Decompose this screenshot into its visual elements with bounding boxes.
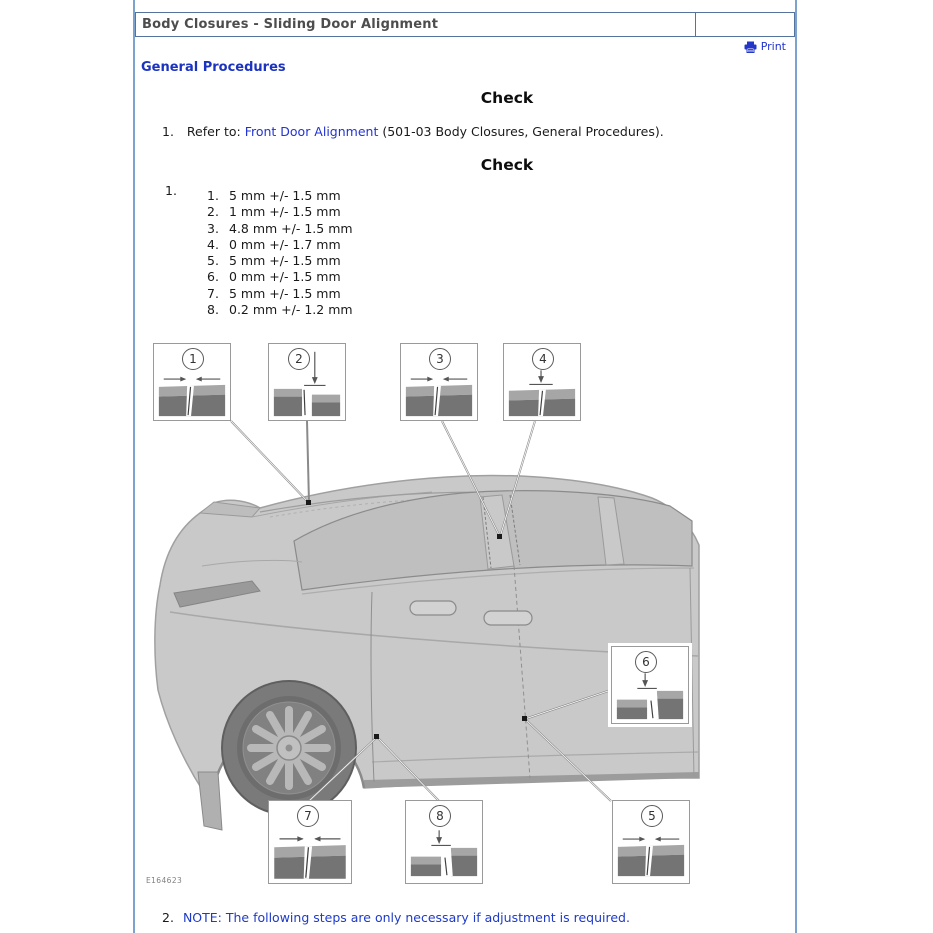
section-heading: General Procedures bbox=[141, 60, 286, 75]
check-heading-1: Check bbox=[480, 89, 534, 107]
page-title: Body Closures - Sliding Door Alignment bbox=[136, 13, 696, 36]
callout-box-7 bbox=[268, 800, 352, 884]
callout-number: 7 bbox=[297, 805, 319, 827]
callout-number: 6 bbox=[635, 651, 657, 673]
front-door-alignment-link[interactable]: Front Door Alignment bbox=[244, 124, 379, 139]
procedure-page bbox=[133, 0, 797, 933]
check-heading-2: Check bbox=[480, 156, 534, 174]
measurement-item: 3. 4.8 mm +/- 1.5 mm bbox=[207, 220, 353, 236]
callout-box-6 bbox=[611, 646, 689, 724]
callout-box-3 bbox=[400, 343, 478, 421]
refer-step bbox=[162, 124, 664, 139]
callout-number: 1 bbox=[182, 348, 204, 370]
callout-number: 2 bbox=[288, 348, 310, 370]
print-label: Print bbox=[760, 40, 786, 53]
callout-number: 5 bbox=[641, 805, 663, 827]
callout-box-1 bbox=[153, 343, 231, 421]
header-empty-cell bbox=[696, 13, 794, 36]
callout-number: 4 bbox=[532, 348, 554, 370]
note-text: NOTE: The following steps are only necessary if adjustment is required. bbox=[182, 910, 630, 925]
measurement-item: 8. 0.2 mm +/- 1.2 mm bbox=[207, 302, 353, 318]
measurement-item: 6. 0 mm +/- 1.5 mm bbox=[207, 269, 341, 285]
measurement-item: 2. 1 mm +/- 1.5 mm bbox=[207, 204, 341, 220]
measurement-item: 7. 5 mm +/- 1.5 mm bbox=[207, 285, 341, 301]
refer-suffix: (501-03 Body Closures, General Procedures). bbox=[382, 124, 664, 139]
callout-box-5 bbox=[612, 800, 690, 884]
measurement-item: 5. 5 mm +/- 1.5 mm bbox=[207, 253, 341, 269]
note-step bbox=[162, 910, 630, 925]
measurement-item: 4. 0 mm +/- 1.7 mm bbox=[207, 236, 341, 252]
callout-number: 8 bbox=[429, 805, 451, 827]
measurement-list bbox=[207, 188, 353, 318]
step-number: 1. bbox=[162, 124, 174, 139]
refer-prefix: Refer to: bbox=[186, 124, 241, 139]
print-button[interactable] bbox=[744, 40, 786, 53]
page-header bbox=[135, 12, 795, 37]
callout-box-4 bbox=[503, 343, 581, 421]
callout-number: 3 bbox=[429, 348, 451, 370]
measurement-item: 1. 5 mm +/- 1.5 mm bbox=[207, 188, 341, 203]
callout-box-8 bbox=[405, 800, 483, 884]
step-number: 2. bbox=[162, 910, 174, 925]
printer-icon bbox=[744, 41, 757, 53]
callout-box-2 bbox=[268, 343, 346, 421]
figure-code-label: E164623 bbox=[146, 876, 183, 885]
step-number: 1. bbox=[165, 183, 177, 198]
